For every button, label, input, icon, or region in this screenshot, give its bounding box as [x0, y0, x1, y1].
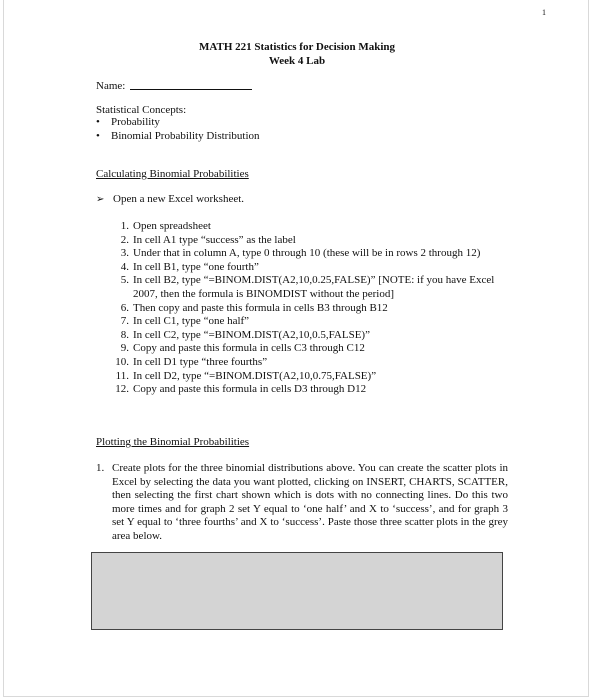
- list-item: 8. In cell C2, type “=BINOM.DIST(A2,10,0.5,FALSE)”: [120, 328, 370, 341]
- page-number: 1: [542, 8, 546, 17]
- name-row: [96, 79, 252, 93]
- steps-list: [113, 220, 513, 397]
- bullet-icon: •: [96, 116, 100, 128]
- list-item: 10. In cell D1 type “three fourths”: [115, 355, 268, 368]
- arrow-bullet-icon: ➢: [96, 194, 105, 205]
- name-label: Name:: [96, 80, 126, 92]
- list-item: 2. In cell A1 type “success” as the label: [120, 233, 296, 246]
- open-worksheet-item: ➢ Open a new Excel worksheet.: [96, 193, 245, 205]
- list-item: 1. Open spreadsheet: [120, 220, 211, 232]
- concepts-list: [96, 115, 260, 143]
- document-subtitle: Week 4 Lab: [268, 55, 326, 67]
- section-heading-calculating: Calculating Binomial Probabilities: [96, 168, 249, 180]
- section-heading-plotting: Plotting the Binomial Probabilities: [96, 436, 250, 448]
- bullet-icon: •: [96, 130, 100, 142]
- list-item: 7. In cell C1, type “one half”: [120, 315, 250, 328]
- list-item: 3. Under that in column A, type 0 through 10 (these will be in rows 2 through 12): [120, 247, 481, 260]
- list-item: 11. In cell D2, type “=BINOM.DIST(A2,10,0.75,FALSE)”: [115, 369, 377, 382]
- plot-instruction: 1. Create plots for the three binomial distributions above. You can create the scatter plots in Excel by selecting the data you want plotted, clicking on INSERT, CHARTS, SCATTER, then selecting the first chart shown which is dots with no connecting lines. Do this two more times and for graph 2 set Y equal to ‘one half’ and X to ‘success’, and for graph 3 set Y equal to ‘three fourths’ and X to ‘success’. Paste those three scatter plots in the grey area below.: [96, 462, 508, 542]
- list-item: 6. Then copy and paste this formula in cells B3 through B12: [120, 301, 388, 314]
- list-item: • Binomial Probability Distribution: [96, 130, 260, 142]
- list-item: 12. Copy and paste this formula in cells D3 through D12: [115, 383, 367, 396]
- paste-area[interactable]: [91, 552, 503, 630]
- list-item: 5. In cell B2, type “=BINOM.DIST(A2,10,0.25,FALSE)” [NOTE: if you have Excel 2007, then the formula is BINOMDIST without the period]: [120, 274, 495, 300]
- list-item: 4. In cell B1, type “one fourth”: [120, 260, 259, 273]
- concepts-heading: Statistical Concepts:: [96, 104, 187, 116]
- document-title: MATH 221 Statistics for Decision Making: [198, 41, 396, 53]
- list-item: 9. Copy and paste this formula in cells C3 through C12: [120, 342, 365, 355]
- title-block: [0, 40, 594, 68]
- list-item: • Probability: [96, 116, 160, 128]
- name-field[interactable]: [130, 89, 252, 90]
